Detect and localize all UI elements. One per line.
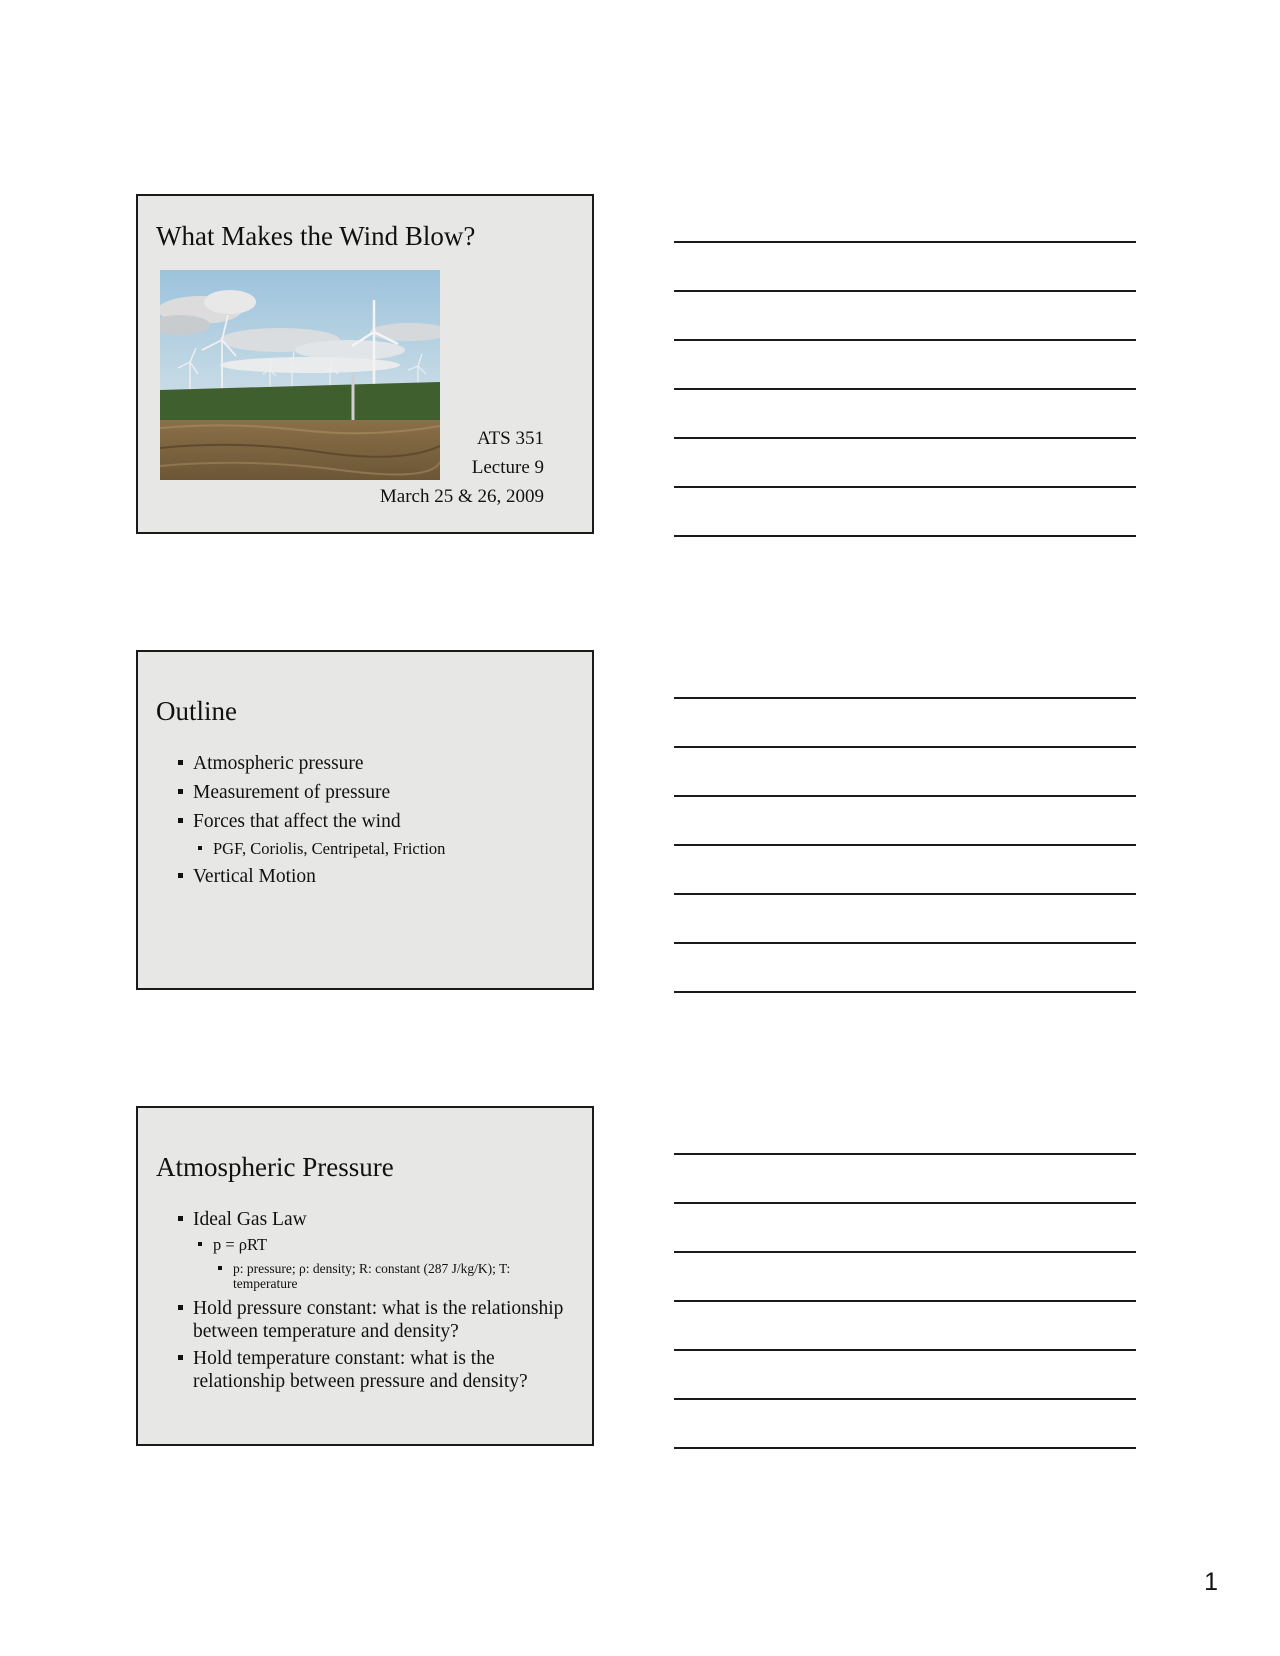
- lecture-credits: [380, 424, 544, 511]
- note-line: [674, 893, 1136, 895]
- note-line: [674, 746, 1136, 748]
- bullet-item: Measurement of pressure: [176, 781, 576, 804]
- bullet-item: Hold temperature constant: what is the relationship between pressure and density?: [176, 1347, 566, 1393]
- note-line: [674, 1447, 1136, 1449]
- note-line: [674, 697, 1136, 699]
- lecture-number: Lecture 9: [471, 457, 544, 478]
- note-line: [674, 795, 1136, 797]
- note-line: [674, 437, 1136, 439]
- bullet-item: Forces that affect the wind: [176, 810, 576, 833]
- note-line: [674, 844, 1136, 846]
- note-line: [674, 1349, 1136, 1351]
- lecture-date: March 25 & 26, 2009: [379, 486, 544, 507]
- note-line: [674, 535, 1136, 537]
- note-line: [674, 991, 1136, 993]
- note-line: [674, 290, 1136, 292]
- note-line: [674, 1202, 1136, 1204]
- note-line: [674, 1251, 1136, 1253]
- sub-sub-bullet-item: p: pressure; ρ: density; R: constant (287 J/kg/K); T: temperature: [216, 1261, 566, 1291]
- note-line: [674, 1153, 1136, 1155]
- page-number: 1: [1204, 1568, 1218, 1596]
- bullet-item: Atmospheric pressure: [176, 752, 576, 775]
- slide-2: [136, 650, 594, 990]
- bullet-item: Hold pressure constant: what is the relationship between temperature and density?: [176, 1297, 566, 1343]
- bullet-list: [176, 1208, 566, 1397]
- note-line: [674, 1300, 1136, 1302]
- course-code: ATS 351: [476, 428, 544, 449]
- note-line: [674, 388, 1136, 390]
- sub-bullet-item: PGF, Coriolis, Centripetal, Friction: [196, 839, 576, 859]
- bullet-list: [176, 752, 576, 894]
- sub-bullet-item: p = ρRT: [196, 1235, 566, 1255]
- note-line: [674, 1398, 1136, 1400]
- slide-title: Outline: [156, 696, 237, 726]
- note-line: [674, 942, 1136, 944]
- bullet-item: Vertical Motion: [176, 865, 576, 888]
- note-line: [674, 339, 1136, 341]
- note-line: [674, 486, 1136, 488]
- bullet-item: Ideal Gas Law: [176, 1208, 566, 1231]
- slide-3: [136, 1106, 594, 1446]
- slide-title: Atmospheric Pressure: [156, 1152, 394, 1182]
- slide-title: What Makes the Wind Blow?: [156, 221, 476, 251]
- note-line: [674, 241, 1136, 243]
- slide-1: [136, 194, 594, 534]
